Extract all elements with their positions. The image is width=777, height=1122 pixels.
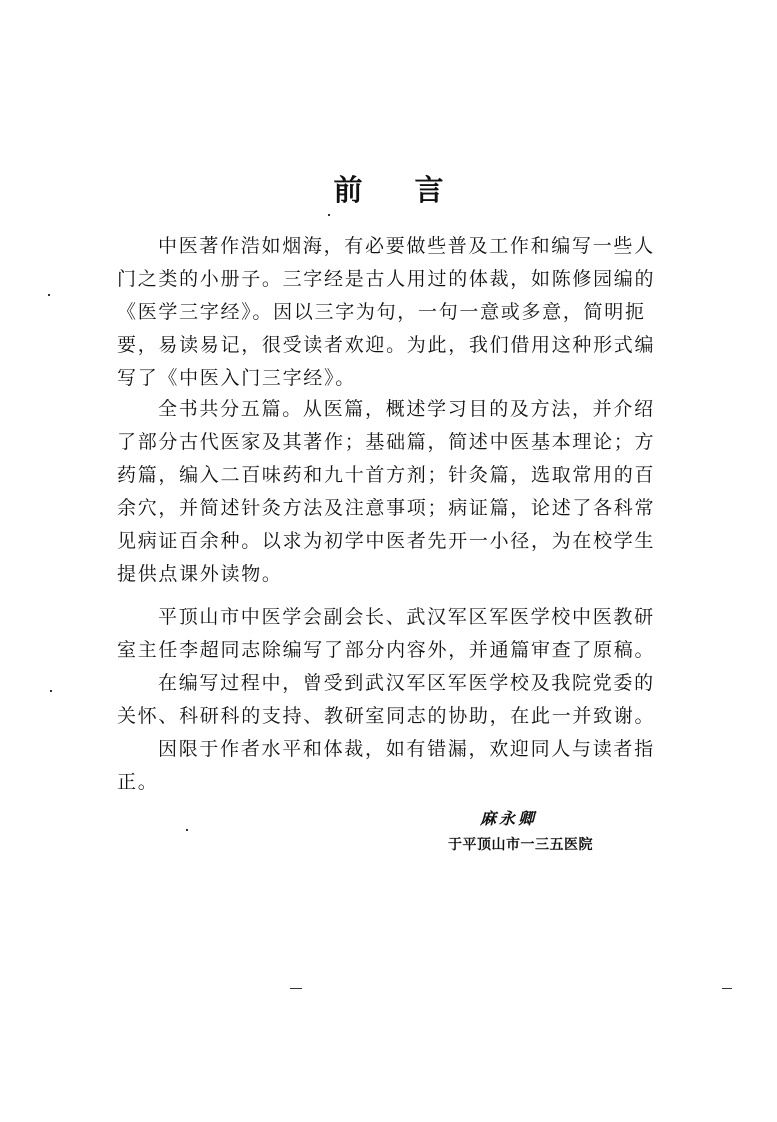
text-line: 药篇，编入二百味药和九十首方剂；针灸篇，选取常用的百	[117, 464, 656, 486]
scan-speck	[48, 294, 50, 296]
text-line: 写了《中医入门三字经》。	[117, 367, 356, 389]
text-line: 了部分古代医家及其著作；基础篇，简述中医基本理论；方	[117, 431, 656, 453]
text-line: 正。	[117, 771, 159, 793]
page-title: 前言	[333, 173, 496, 207]
text-line: 提供点课外读物。	[117, 563, 283, 585]
author-signature: 麻永卿	[480, 809, 538, 828]
text-line: 关怀、科研科的支持、教研室同志的协助，在此一并致谢。	[117, 705, 656, 727]
text-line: 室主任李超同志除编写了部分内容外，并通篇审查了原稿。	[117, 639, 656, 661]
text-line: 全书共分五篇。从医篇，概述学习目的及方法，并介绍	[158, 398, 655, 420]
scan-speck	[290, 988, 302, 989]
text-line: 《医学三字经》。因以三字为句，一句一意或多意，简明扼	[117, 301, 646, 323]
paragraph	[117, 601, 656, 667]
text-line: 门之类的小册子。三字经是古人用过的体裁，如陈修园编的	[117, 268, 656, 290]
text-line: 因限于作者水平和体裁，如有错漏，欢迎同人与读者指	[158, 738, 655, 760]
text-line: 中医著作浩如烟海，有必要做些普及工作和编写一些人	[158, 235, 655, 257]
text-line: 要，易读易记，很受读者欢迎。为此，我们借用这种形式编	[117, 334, 656, 356]
text-line: 平顶山市中医学会副会长、武汉军区军医学校中医教研	[158, 606, 655, 628]
paragraph	[117, 393, 656, 591]
scan-speck	[50, 690, 52, 692]
scan-speck	[186, 829, 188, 831]
text-line: 余穴，并简述针灸方法及注意事项；病证篇，论述了各科常	[117, 497, 656, 519]
text-line: 见病证百余种。以求为初学中医者先开一小径，为在校学生	[117, 530, 656, 552]
author-location: 于平顶山市一三五医院	[448, 837, 593, 853]
paragraph	[117, 733, 655, 799]
paragraph	[117, 230, 656, 395]
paragraph	[117, 667, 656, 733]
scan-speck	[722, 988, 732, 989]
scan-speck	[328, 214, 330, 216]
text-line: 在编写过程中，曾受到武汉军区军医学校及我院党委的	[158, 672, 655, 694]
